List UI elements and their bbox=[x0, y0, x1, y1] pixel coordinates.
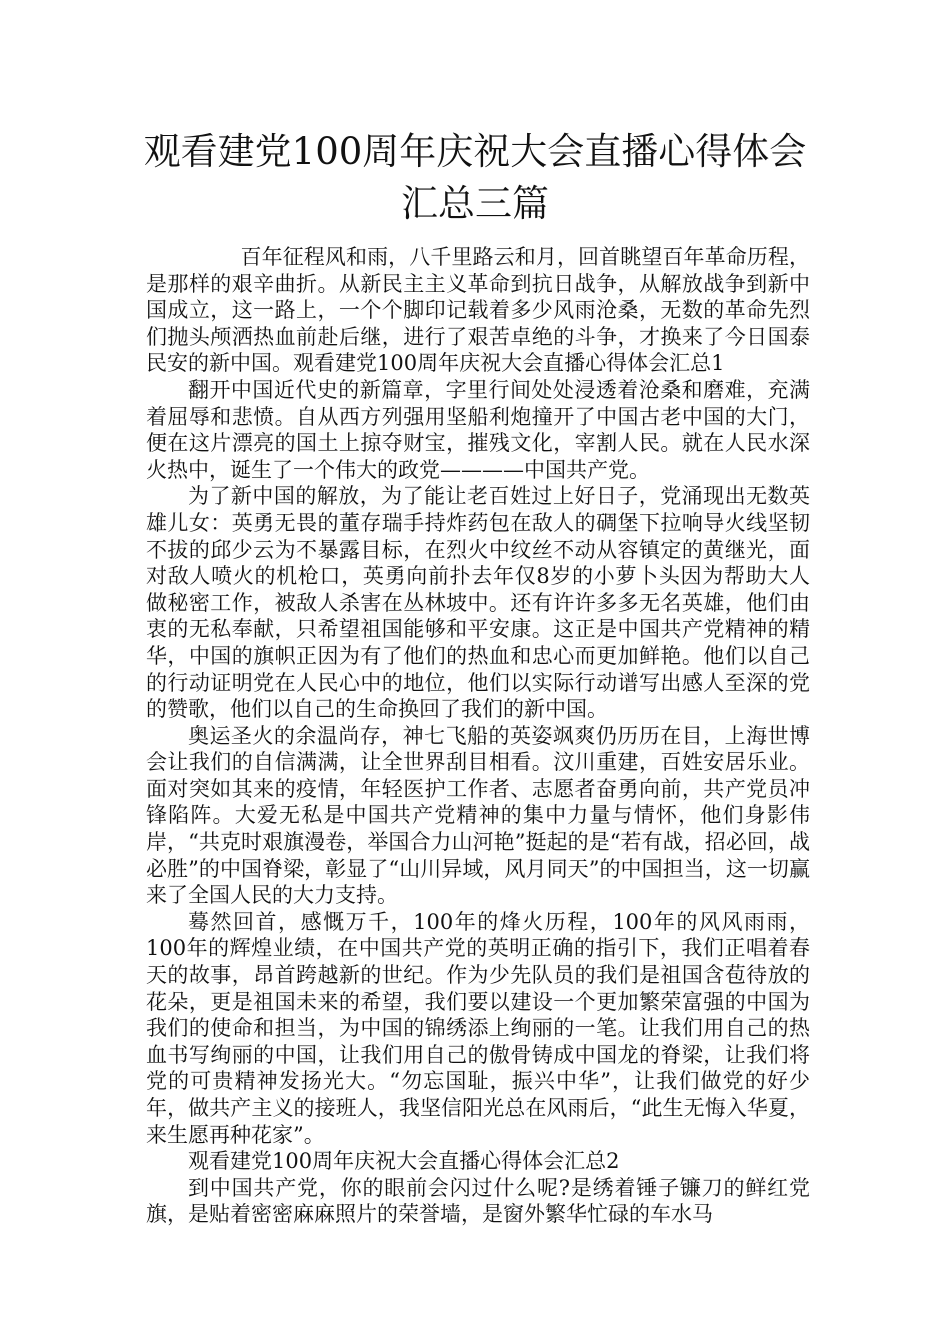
paragraph-1: 百年征程风和雨，八千里路云和月，回首眺望百年革命历程，是那样的艰辛曲折。从新民主主义革命到抗日战争，从解放战争到新中国成立，这一路上，一个个脚印记载着多少风雨沧桑，无数的革命先烈们抛头颅洒热血前赴后继，进行了艰苦卓绝的斗争，才换来了今日国泰民安的新中国。观看建党100周年庆祝大会直播心得体会汇总1 bbox=[146, 245, 810, 376]
title-line-1: 观看建党100周年庆祝大会直播心得体会 bbox=[143, 130, 807, 173]
title-line-2: 汇总三篇 bbox=[401, 182, 549, 225]
document-body bbox=[146, 244, 810, 1228]
section-heading-2: 观看建党100周年庆祝大会直播心得体会汇总2 bbox=[188, 1149, 620, 1174]
paragraph-6: 到中国共产党，你的眼前会闪过什么呢?是绣着锤子镰刀的鲜红党旗，是贴着密密麻麻照片的荣誉墙，是窗外繁华忙碌的车水马 bbox=[146, 1175, 810, 1227]
paragraph-3: 为了新中国的解放，为了能让老百姓过上好日子，党涌现出无数英雄儿女：英勇无畏的董存瑞手持炸药包在敌人的碉堡下拉响导火线坚韧不拔的邱少云为不暴露目标，在烈火中纹丝不动从容镇定的黄继光，面对敌人喷火的机枪口，英勇向前扑去年仅8岁的小萝卜头因为帮助大人做秘密工作，被敌人杀害在丛林坡中。还有许许多多无名英雄，他们由衷的无私奉献，只希望祖国能够和平安康。这正是中国共产党精神的精华，中国的旗帜正因为有了他们的热血和忠心而更加鲜艳。他们以自己的行动证明党在人民心中的地位，他们以实际行动谱写出感人至深的党的赞歌，他们以自己的生命换回了我们的新中国。 bbox=[146, 484, 810, 722]
paragraph-5: 蓦然回首，感慨万千，100年的烽火历程，100年的风风雨雨，100年的辉煌业绩，在中国共产党的英明正确的指引下，我们正唱着春天的故事，昂首跨越新的世纪。作为少先队员的我们是祖国含苞待放的花朵，更是祖国未来的希望，我们要以建设一个更加繁荣富强的中国为我们的使命和担当，为中国的锦绣添上绚丽的一笔。让我们用自己的热血书写绚丽的中国，让我们用自己的傲骨铸成中国龙的脊梁，让我们将党的可贵精神发扬光大。“勿忘国耻，振兴中华”，让我们做党的好少年，做共产主义的接班人，我坚信阳光总在风雨后，“此生无悔入华夏，来生愿再种花家”。 bbox=[146, 909, 810, 1147]
paragraph-2: 翻开中国近代史的新篇章，字里行间处处浸透着沧桑和磨难，充满着屈辱和悲愤。自从西方列强用坚船利炮撞开了中国古老中国的大门，便在这片漂亮的国土上掠夺财宝，摧残文化，宰割人民。就在人民水深火热中，诞生了一个伟大的政党————中国共产党。 bbox=[146, 377, 810, 482]
document-title bbox=[130, 126, 820, 230]
paragraph-4: 奥运圣火的余温尚存，神七飞船的英姿飒爽仍历历在目，上海世博会让我们的自信满满，让全世界刮目相看。汶川重建，百姓安居乐业。面对突如其来的疫情，年轻医护工作者、志愿者奋勇向前，共产党员冲锋陷阵。大爱无私是中国共产党精神的集中力量与情怀，他们身影伟岸，“共克时艰旗漫卷，举国合力山河艳”挺起的是“若有战，招必回，战必胜”的中国脊梁，彰显了“山川异域，风月同天”的中国担当，这一切赢来了全国人民的大力支持。 bbox=[146, 723, 810, 908]
